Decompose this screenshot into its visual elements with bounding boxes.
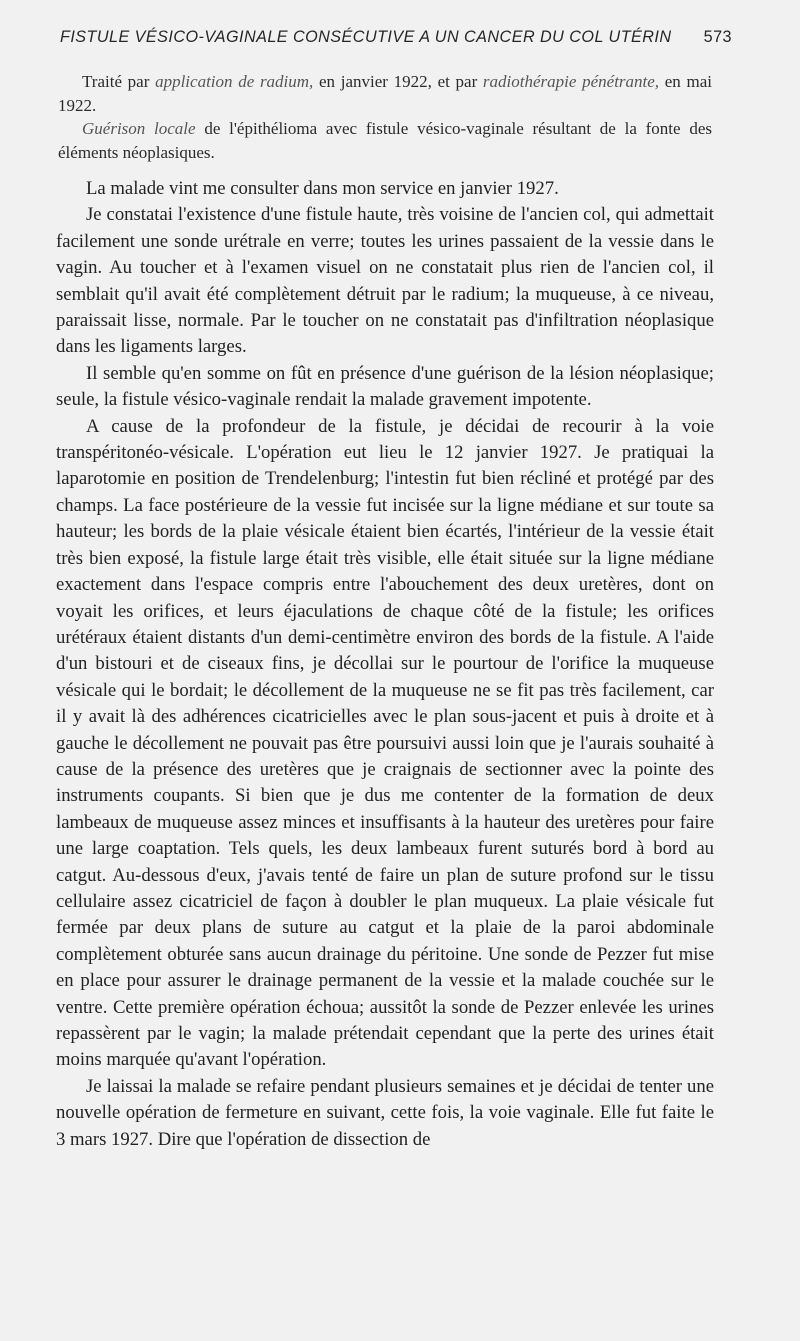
body-text — [56, 176, 714, 1153]
summary-outcome — [58, 117, 712, 164]
paragraph: Je constatai l'existence d'une fistule haute, très voisine de l'ancien col, qui admettait facilement une sonde urétrale en verre; toutes les urines passaient de la vessie dans le vagin. Au toucher et à l'examen visuel on ne constatait plus rien de l'ancien col, il semblait qu'il avait été complètement détruit par le radium; la muqueuse, à ce niveau, paraissait lisse, normale. Par le toucher on ne constatait pas d'infiltration néoplasique dans les ligaments larges. — [56, 204, 714, 358]
paragraph: La malade vint me consulter dans mon service en janvier 1927. — [86, 178, 559, 199]
summary-treatment — [58, 70, 712, 117]
summary-text: en janvier 1922, et par — [313, 72, 483, 91]
summary-emphasis: Guérison locale — [82, 119, 196, 139]
summary-emphasis: radiothérapie pénétrante, — [482, 72, 660, 91]
summary-text: Traité par — [82, 72, 156, 91]
summary-text: de l'épithélioma avec fistule vésico-vaginale résultant de la fonte des éléments néoplasiques. — [58, 119, 712, 162]
summary-emphasis: application de radium, — [155, 72, 314, 91]
case-summary — [58, 70, 712, 164]
paragraph: A cause de la profondeur de la fistule, je décidai de recourir à la voie transpéritonéo-vésicale. L'opération eut lieu le 12 janvier 1927. Je pratiquai la laparotomie en position de Trendelenburg; l'intestin fut bien récliné et protégé par des champs. La face postérieure de la vessie fut incisée sur la ligne médiane et sur toute sa hauteur; les bords de la plaie vésicale étaient bien écartés, l'intérieur de la vessie était très bien exposé, la fistule large était très visible, elle était située sur la ligne médiane exactement dans l'espace compris entre l'abouchement des deux uretères, dont on voyait les orifices, et leurs éjaculations de chaque côté de la fistule; les orifices urétéraux étaient distants d'un demi-centimètre environ des bords de la fistule. A l'aide d'un bistouri et de ciseaux fins, je décollai sur le pourtour de l'orifice la muqueuse vésicale qui le bordait; le décollement de la muqueuse ne se fit pas très facilement, car il y avait là des adhérences cicatricielles avec le plan sous-jacent et puis à droite et à gauche le décollement ne pouvait pas être poursuivi aussi loin que je l'aurais souhaité à cause de la présence des uretères que je craignais de sectionner avec la pointe des instruments coupants. Si bien que je dus me contenter de la formation de deux lambeaux de muqueuse assez minces et insuffisants à la hauteur des uretères pour faire une large coaptation. Tels quels, les deux lambeaux furent suturés bord à bord au catgut. Au-dessous d'eux, j'avais tenté de faire un plan de suture profond sur le tissu cellulaire assez cicatriciel de façon à doubler le plan muqueux. La plaie vésicale fut fermée par deux plans de suture au catgut et la plaie de la paroi abdominale complètement obturée sans aucun drainage du péritoine. Une sonde de Pezzer fut mise en place pour assurer le drainage permanent de la vessie et la malade couchée sur le ventre. Cette première opération échoua; aussitôt la sonde de Pezzer enlevée les urines repassèrent par le vagin; la malade prétendait cependant que la perte des urines était moins marquée qu'avant l'opération. — [56, 415, 714, 1071]
summary-text: en mai 1922. — [58, 72, 712, 115]
page-number: 573 — [703, 28, 732, 46]
paragraph: Je laissai la malade se refaire pendant plusieurs semaines et je décidai de tenter une nouvelle opération de fermeture en suivant, cette fois, la voie vaginale. Elle fut faite le 3 mars 1927. Dire que l'opération de dissection de — [56, 1075, 714, 1150]
paragraph: Il semble qu'en somme on fût en présence d'une guérison de la lésion néoplasique; seule, la fistule vésico-vaginale rendait la malade gravement impotente. — [56, 362, 714, 411]
running-head-title: FISTULE VÉSICO-VAGINALE CONSÉCUTIVE A UN CANCER DU COL UTÉRIN — [60, 28, 672, 46]
running-head — [60, 28, 732, 50]
